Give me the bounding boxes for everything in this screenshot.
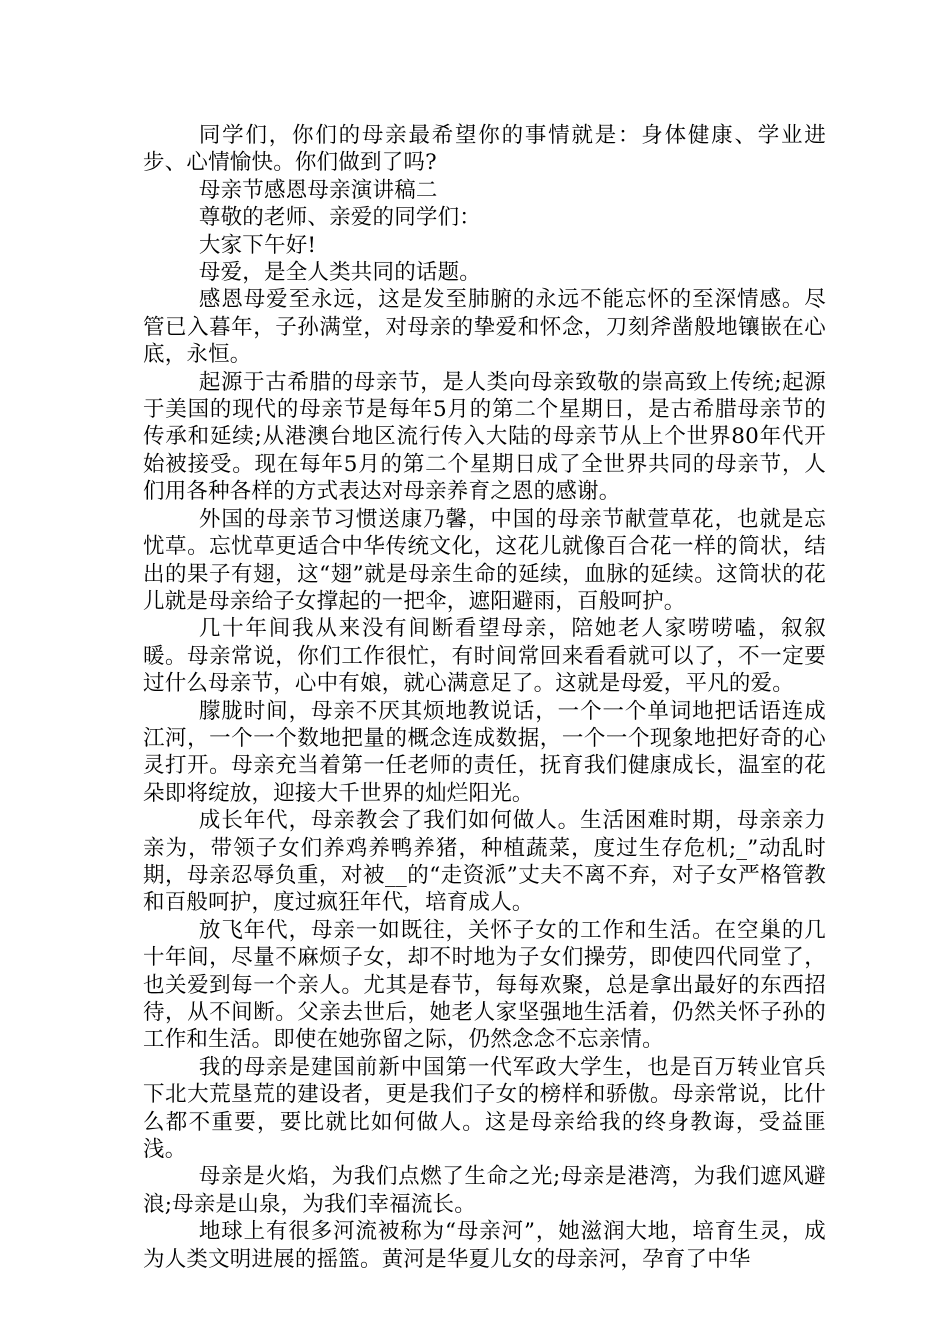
paragraph: 朦胧时间，母亲不厌其烦地教说话，一个一个单词地把话语连成江河，一个一个数地把量的概念连成数据，一个一个现象地把好奇的心灵打开。母亲充当着第一任老师的责任，抚育我们健康成长，温室的花朵即将绽放，迎接大千世界的灿烂阳光。 [143,698,826,806]
paragraph: 几十年间我从来没有间断看望母亲，陪她老人家唠唠嗑，叙叙暖。母亲常说，你们工作很忙，有时间常回来看看就可以了，不一定要过什么母亲节，心中有娘，就心满意足了。这就是母爱，平凡的爱。 [143,616,826,697]
paragraph: 母爱，是全人类共同的话题。 [198,260,481,286]
paragraph: 外国的母亲节习惯送康乃馨，中国的母亲节献萱草花，也就是忘忧草。忘忧草更适合中华传统文化，这花儿就像百合花一样的筒状，结出的果子有翅，这“翅”就是母亲生命的延续，血脉的延续。这筒状的花儿就是母亲给子女撑起的一把伞，遮阳避雨，百般呵护。 [143,506,826,614]
document-page [143,122,826,1273]
paragraph: 我的母亲是建国前新中国第一代军政大学生，也是百万转业官兵下北大荒垦荒的建设者，更是我们子女的榜样和骄傲。母亲常说，比什么都不重要，要比就比如何做人。这是母亲给我的终身教诲，受益匪浅。 [143,1054,826,1163]
paragraph: 放飞年代，母亲一如既往，关怀子女的工作和生活。在空巢的几十年间，尽量不麻烦子女，却不时地为子女们操劳，即使四代同堂了，也关爱到每一个亲人。尤其是春节，每每欢聚，总是拿出最好的东西招待，从不间断。父亲去世后，她老人家坚强地生活着，仍然关怀子孙的工作和生活。即使在她弥留之际，仍然念念不忘亲情。 [143,917,826,1053]
paragraph: 同学们，你们的母亲最希望你的事情就是：身体健康、学业进步、心情愉快。你们做到了吗? [143,123,826,176]
paragraph: 起源于古希腊的母亲节，是人类向母亲致敬的崇高致上传统;起源于美国的现代的母亲节是每年5月的第二个星期日，是古希腊母亲节的传承和延续;从港澳台地区流行传入大陆的母亲节从上个世界80年代开始被接受。现在每年5月的第二个星期日成了全世界共同的母亲节，人们用各种各样的方式表达对母亲养育之恩的感谢。 [143,369,826,505]
paragraph: 母亲节感恩母亲演讲稿二 [198,177,438,203]
paragraph: 感恩母爱至永远，这是发至肺腑的永远不能忘怀的至深情感。尽管已入暮年，子孙满堂，对母亲的挚爱和怀念，刀刻斧凿般地镶嵌在心底，永恒。 [143,287,826,368]
paragraph: 尊敬的老师、亲爱的同学们： [198,205,481,231]
paragraph: 成长年代，母亲教会了我们如何做人。生活困难时期，母亲亲力亲为，带领子女们养鸡养鸭养猪，种植蔬菜，度过生存危机;_”动乱时期，母亲忍辱负重，对被__的“走资派”丈夫不离不弃，对子女严格管教和百般呵护，度过疯狂年代，培育成人。 [143,808,826,916]
paragraph: 大家下午好! [198,232,317,258]
paragraph: 地球上有很多河流被称为“母亲河”，她滋润大地，培育生灵，成为人类文明进展的摇篮。黄河是华夏儿女的母亲河，孕育了中华 [143,1219,826,1272]
paragraph: 母亲是火焰，为我们点燃了生命之光;母亲是港湾，为我们遮风避浪;母亲是山泉，为我们幸福流长。 [143,1164,826,1217]
